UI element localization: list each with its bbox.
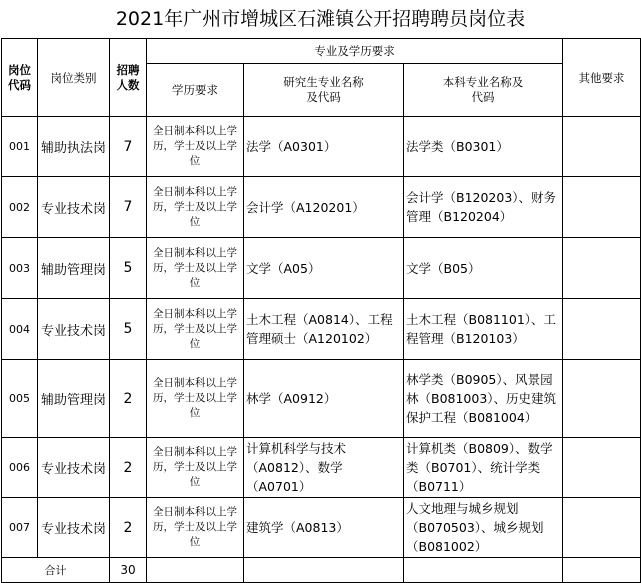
cell-graduate: 建筑学（A0813） — [244, 498, 404, 558]
cell-graduate: 林学（A0912） — [244, 360, 404, 438]
cell-category: 辅助执法岗 — [38, 117, 110, 177]
cell-code: 001 — [2, 117, 38, 177]
header-education: 学历要求 — [147, 64, 244, 117]
cell-graduate: 土木工程（A0814）、工程管理硕士（A120102） — [244, 299, 404, 360]
total-empty-graduate — [244, 558, 404, 583]
header-code: 岗位代码 — [2, 39, 38, 117]
header-major-group: 专业及学历要求 — [147, 39, 563, 64]
page-title: 2021年广州市增城区石滩镇公开招聘聘员岗位表 — [115, 8, 526, 30]
cell-category: 专业技术岗 — [38, 177, 110, 238]
cell-education: 全日制本科以上学历，学士及以上学位 — [147, 238, 244, 299]
cell-count: 7 — [110, 117, 147, 177]
cell-category: 专业技术岗 — [38, 299, 110, 360]
cell-count: 2 — [110, 360, 147, 438]
cell-category: 辅助管理岗 — [38, 360, 110, 438]
table-row — [2, 360, 641, 438]
header-category: 岗位类别 — [38, 39, 110, 117]
cell-undergrad: 人文地理与城乡规划（B070503）、城乡规划（B081002） — [404, 498, 563, 558]
header-graduate: 研究生专业名称及代码 — [244, 64, 404, 117]
cell-graduate: 文学（A05） — [244, 238, 404, 299]
table-row — [2, 117, 641, 177]
cell-count: 2 — [110, 438, 147, 498]
cell-count: 5 — [110, 299, 147, 360]
positions-table — [1, 38, 641, 583]
total-empty-undergrad — [404, 558, 563, 583]
header-undergrad: 本科专业名称及代码 — [404, 64, 563, 117]
cell-undergrad: 会计学（B120203）、财务管理（B120204） — [404, 177, 563, 238]
cell-count: 5 — [110, 238, 147, 299]
cell-education: 全日制本科以上学历，学士及以上学位 — [147, 299, 244, 360]
cell-code: 004 — [2, 299, 38, 360]
cell-code: 007 — [2, 498, 38, 558]
cell-education: 全日制本科以上学历，学士及以上学位 — [147, 498, 244, 558]
cell-graduate: 会计学（A120201） — [244, 177, 404, 238]
cell-other — [563, 238, 641, 299]
cell-category: 专业技术岗 — [38, 498, 110, 558]
table-row — [2, 498, 641, 558]
total-empty-other — [563, 558, 641, 583]
table-row — [2, 299, 641, 360]
cell-graduate: 计算机科学与技术（A0812）、数学（A0701） — [244, 438, 404, 498]
cell-other — [563, 360, 641, 438]
cell-undergrad: 计算机类（B0809）、数学类（B0701）、统计学类（B0711） — [404, 438, 563, 498]
cell-other — [563, 299, 641, 360]
total-label: 合计 — [2, 558, 110, 583]
cell-education: 全日制本科以上学历，学士及以上学位 — [147, 438, 244, 498]
cell-other — [563, 498, 641, 558]
cell-other — [563, 117, 641, 177]
cell-undergrad: 法学类（B0301） — [404, 117, 563, 177]
cell-code: 002 — [2, 177, 38, 238]
cell-graduate: 法学（A0301） — [244, 117, 404, 177]
table-row — [2, 177, 641, 238]
cell-count: 7 — [110, 177, 147, 238]
cell-count: 2 — [110, 498, 147, 558]
cell-undergrad: 林学类（B0905）、风景园林（B081003）、历史建筑保护工程（B081004） — [404, 360, 563, 438]
cell-category: 专业技术岗 — [38, 438, 110, 498]
total-count: 30 — [110, 558, 147, 583]
header-count: 招聘人数 — [110, 39, 147, 117]
cell-other — [563, 177, 641, 238]
cell-code: 006 — [2, 438, 38, 498]
table-row — [2, 238, 641, 299]
total-empty-education — [147, 558, 244, 583]
cell-other — [563, 438, 641, 498]
cell-code: 003 — [2, 238, 38, 299]
header-other: 其他要求 — [563, 39, 641, 117]
table-row — [2, 438, 641, 498]
total-row — [2, 558, 641, 583]
cell-education: 全日制本科以上学历，学士及以上学位 — [147, 177, 244, 238]
cell-undergrad: 文学（B05） — [404, 238, 563, 299]
cell-education: 全日制本科以上学历，学士及以上学位 — [147, 117, 244, 177]
cell-education: 全日制本科以上学历，学士及以上学位 — [147, 360, 244, 438]
cell-undergrad: 土木工程（B081101）、工程管理（B120103） — [404, 299, 563, 360]
cell-category: 辅助管理岗 — [38, 238, 110, 299]
header-row-1 — [2, 39, 641, 64]
cell-code: 005 — [2, 360, 38, 438]
